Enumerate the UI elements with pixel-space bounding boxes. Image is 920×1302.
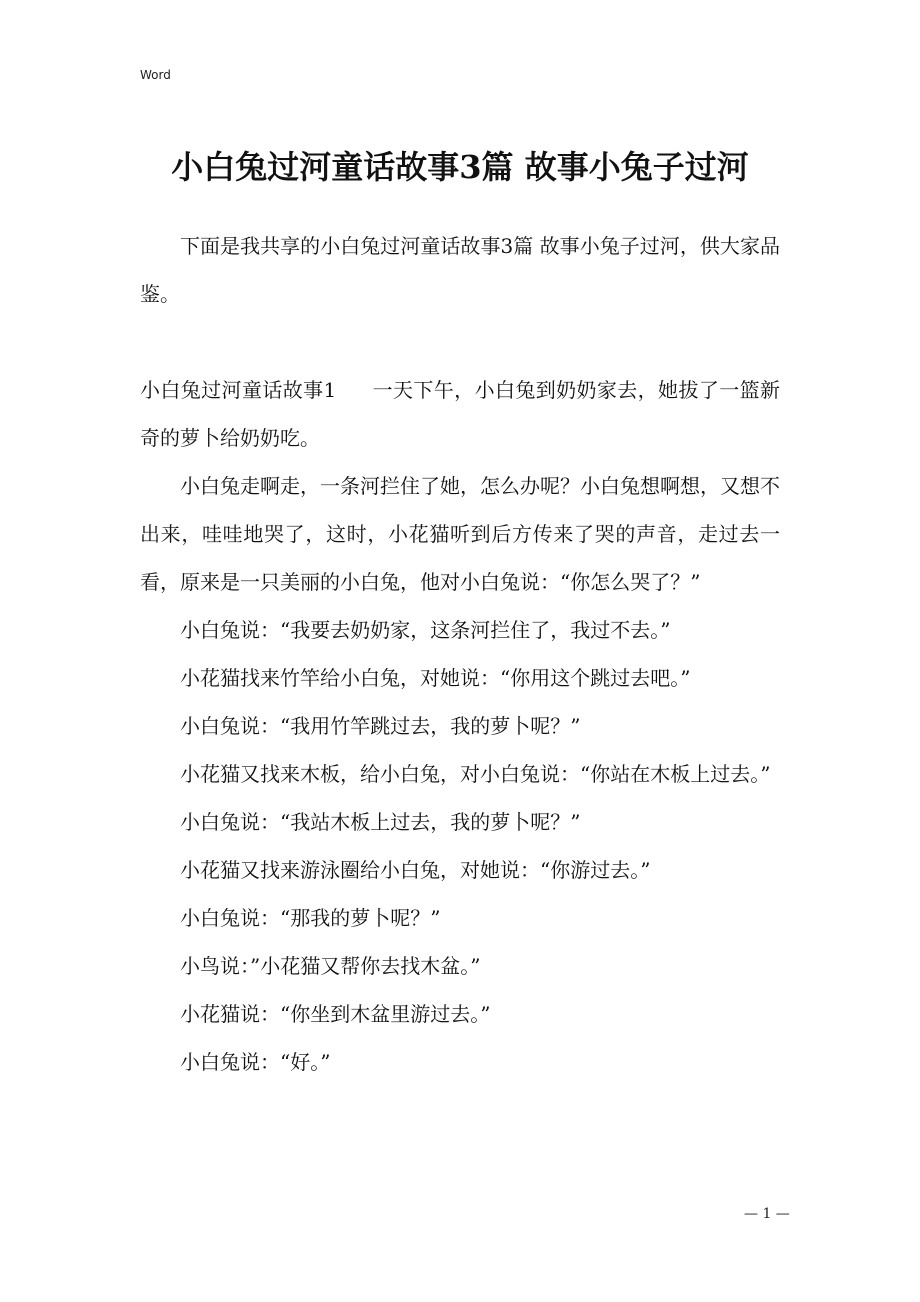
story-paragraph-1 <box>140 366 780 462</box>
story-paragraph-3: 小白兔说：“我要去奶奶家，这条河拦住了，我过不去。” <box>180 618 671 642</box>
story-paragraph-2: 小白兔走啊走，一条河拦住了她，怎么办呢？小白兔想啊想，又想不出来，哇哇地哭了，这时，小花猫听到后方传来了哭的声音，走过去一看，原来是一只美丽的小白兔，他对小白兔说：“你怎么哭了？” <box>140 474 780 594</box>
story-paragraph-10: 小鸟说：”小花猫又帮你去找木盆。” <box>180 954 481 978</box>
story-paragraph-6: 小花猫又找来木板，给小白兔，对小白兔说：“你站在木板上过去。” <box>180 762 771 786</box>
header-label: Word <box>140 68 171 82</box>
story-paragraph-4: 小花猫找来竹竿给小白兔，对她说：“你用这个跳过去吧。” <box>180 666 691 690</box>
story-paragraph-8: 小花猫又找来游泳圈给小白兔，对她说：“你游过去。” <box>180 858 651 882</box>
paragraph-text: 一天下午，小白兔到奶奶家去，她拔了一篮新奇的萝卜给奶奶吃。 <box>140 378 781 450</box>
document-title: 小白兔过河童话故事3篇 故事小兔子过河 <box>171 148 749 186</box>
intro-block <box>140 222 780 318</box>
story-paragraph-11: 小花猫说：“你坐到木盆里游过去。” <box>180 1002 491 1026</box>
story-paragraph-7: 小白兔说：“我站木板上过去，我的萝卜呢？” <box>180 810 581 834</box>
intro-paragraph: 下面是我共享的小白兔过河童话故事3篇 故事小兔子过河，供大家品鉴。 <box>140 234 780 306</box>
page-number: — 1 — <box>744 1206 790 1222</box>
story-paragraph-9: 小白兔说：“那我的萝卜呢？” <box>180 906 441 930</box>
story-body <box>140 366 780 1086</box>
story-paragraph-12: 小白兔说：“好。” <box>180 1050 331 1074</box>
story-paragraph-5: 小白兔说：“我用竹竿跳过去，我的萝卜呢？” <box>180 714 581 738</box>
section-heading: 小白兔过河童话故事1 <box>140 378 337 402</box>
